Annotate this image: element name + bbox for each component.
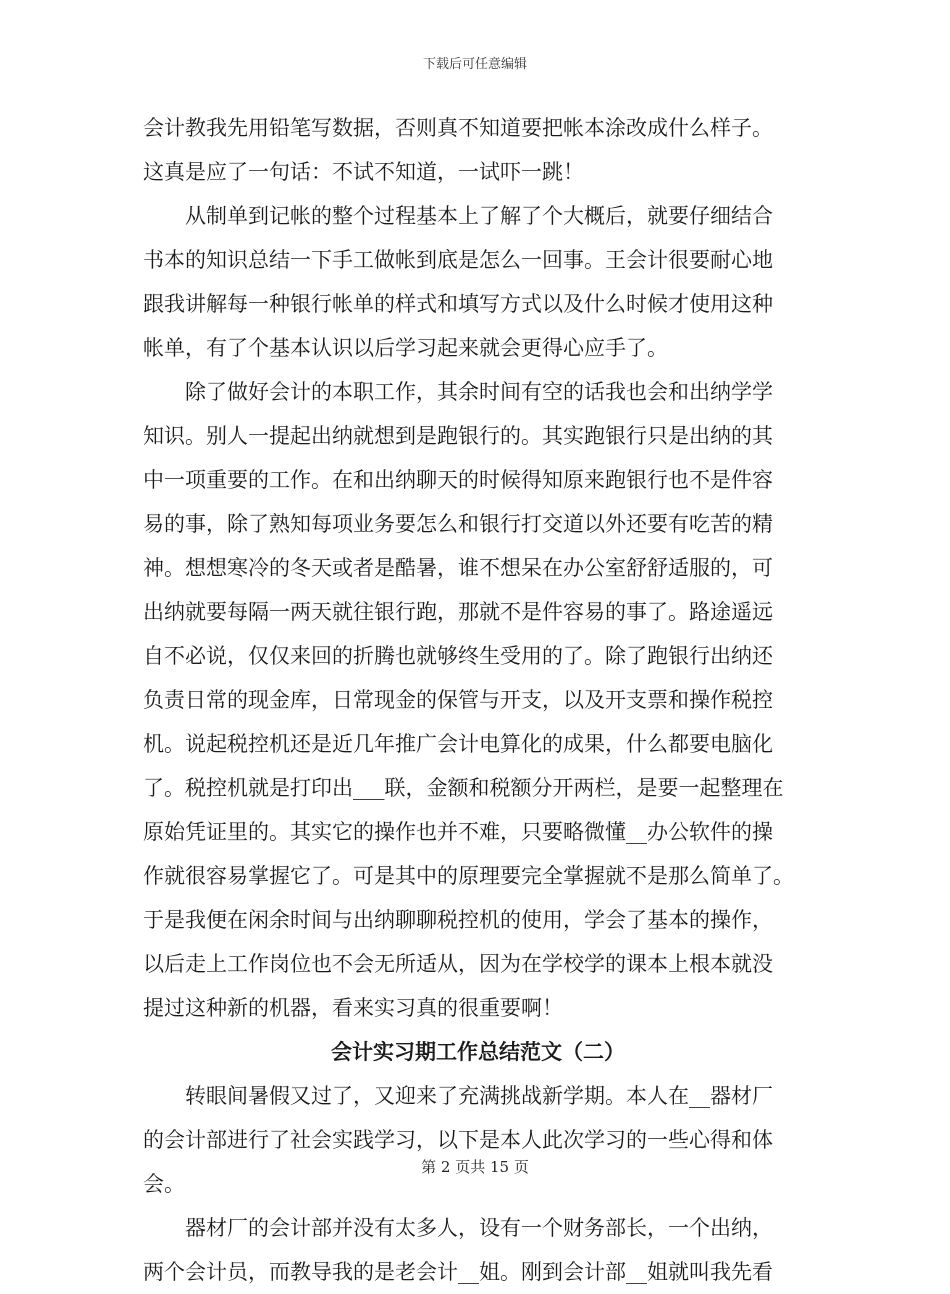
text-line: 负责日常的现金库，日常现金的保管与开支，以及开支票和操作税控 xyxy=(143,688,773,712)
document-body xyxy=(143,106,813,1294)
text-line: 的会计部进行了社会实践学习，以下是本人此次学习的一些心得和体 xyxy=(143,1128,773,1152)
text-line: 器材厂的会计部并没有太多人，设有一个财务部长，一个出纳， xyxy=(143,1216,773,1240)
text-line: 帐单，有了个基本认识以后学习起来就会更得心应手了。 xyxy=(143,336,668,360)
text-line: 于是我便在闲余时间与出纳聊聊税控机的使用，学会了基本的操作， xyxy=(143,908,773,932)
text-line: 跟我讲解每一种银行帐单的样式和填写方式以及什么时候才使用这种 xyxy=(143,292,773,316)
text-line: 这真是应了一句话：不试不知道，一试吓一跳！ xyxy=(143,160,584,184)
text-line: 会计教我先用铅笔写数据，否则真不知道要把帐本涂改成什么样子。 xyxy=(143,116,773,140)
text-line: 出纳就要每隔一两天就往银行跑，那就不是件容易的事了。路途遥远 xyxy=(143,600,773,624)
text-line: 除了做好会计的本职工作，其余时间有空的话我也会和出纳学学 xyxy=(143,380,773,404)
text-line: 机。说起税控机还是近几年推广会计电算化的成果，什么都要电脑化 xyxy=(143,732,773,756)
text-line: 提过这种新的机器，看来实习真的很重要啊！ xyxy=(143,996,563,1020)
page-header-note: 下载后可任意编辑 xyxy=(422,57,527,72)
text-line: 作就很容易掌握它了。可是其中的原理要完全掌握就不是那么简单了。 xyxy=(143,864,794,888)
page-number-footer: 第 2 页共 15 页 xyxy=(421,1158,529,1176)
text-line: 从制单到记帐的整个过程基本上了解了个大概后，就要仔细结合 xyxy=(143,204,773,228)
section-title: 会计实习期工作总结范文（二） xyxy=(331,1039,625,1064)
text-line: 转眼间暑假又过了，又迎来了充满挑战新学期。本人在__器材厂 xyxy=(143,1084,773,1108)
text-line: 自不必说，仅仅来回的折腾也就够终生受用的了。除了跑银行出纳还 xyxy=(143,644,773,668)
text-line: 书本的知识总结一下手工做帐到底是怎么一回事。王会计很要耐心地 xyxy=(143,248,773,272)
text-line: 会。 xyxy=(143,1172,185,1196)
text-line: 知识。别人一提起出纳就想到是跑银行的。其实跑银行只是出纳的其 xyxy=(143,424,773,448)
text-line: 原始凭证里的。其实它的操作也并不难，只要略微懂__办公软件的操 xyxy=(143,820,773,844)
text-line: 易的事，除了熟知每项业务要怎么和银行打交道以外还要有吃苦的精 xyxy=(143,512,773,536)
text-line: 以后走上工作岗位也不会无所适从，因为在学校学的课本上根本就没 xyxy=(143,952,773,976)
text-line: 神。想想寒冷的冬天或者是酷暑，谁不想呆在办公室舒舒适服的，可 xyxy=(143,556,773,580)
text-line: 中一项重要的工作。在和出纳聊天的时候得知原来跑银行也不是件容 xyxy=(143,468,773,492)
text-line: 两个会计员，而教导我的是老会计__姐。刚到会计部__姐就叫我先看 xyxy=(143,1260,773,1284)
text-line: 了。税控机就是打印出___联，金额和税额分开两栏，是要一起整理在 xyxy=(143,776,784,800)
